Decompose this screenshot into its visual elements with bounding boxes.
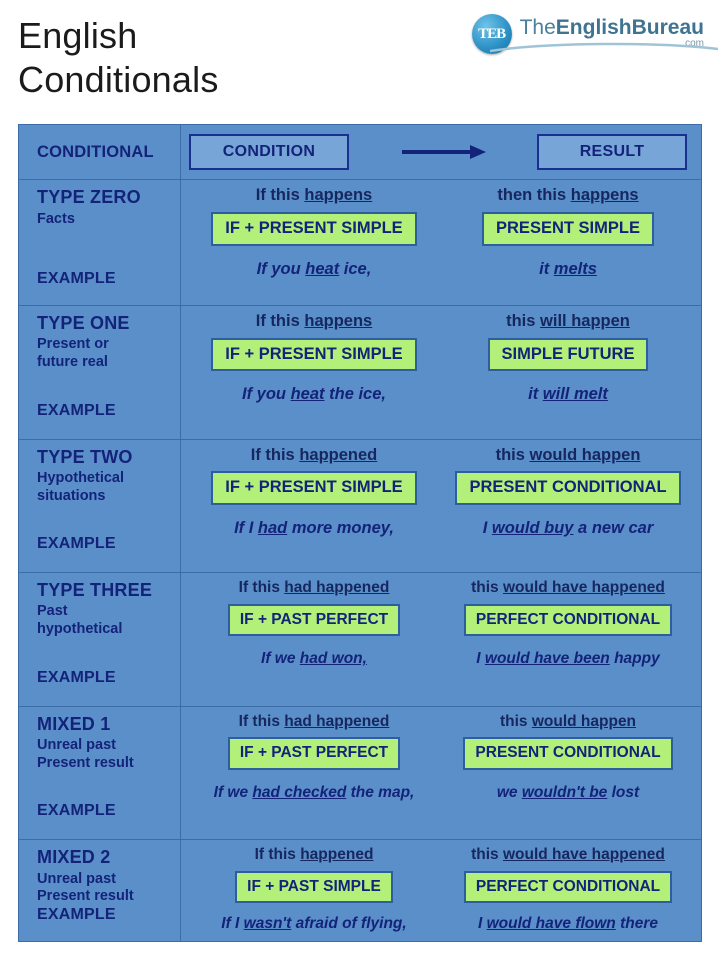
- row-type-desc-line1: Unreal past: [37, 870, 116, 887]
- row-example-label: EXAMPLE: [37, 802, 116, 820]
- label-stack: [37, 714, 180, 833]
- row-examples: [187, 915, 695, 933]
- row-type-name: TYPE THREE: [37, 580, 153, 601]
- example-condition-emphasis: had checked: [252, 783, 347, 801]
- row-main-cell: [181, 840, 701, 941]
- result-caption: [445, 713, 691, 732]
- row-type-desc: Facts: [37, 210, 75, 227]
- row-label-cell: [19, 707, 181, 840]
- label-stack: [37, 447, 180, 566]
- brand-bureau: Bureau: [631, 15, 704, 39]
- example-result-text1: I: [476, 650, 485, 668]
- example-condition: [187, 650, 441, 668]
- row-type-block: [37, 714, 180, 773]
- row-examples: [187, 260, 695, 279]
- row-cells: [187, 186, 695, 245]
- col-header-result: RESULT: [537, 134, 687, 170]
- example-condition-text2: more money,: [287, 518, 394, 537]
- example-result-emphasis: wouldn't be: [521, 783, 608, 801]
- row-type-block: [37, 447, 180, 506]
- example-result-emphasis: would have been: [484, 650, 610, 668]
- row-type-desc-line1: Unreal past: [37, 737, 116, 754]
- row-type-name: TYPE TWO: [37, 446, 133, 467]
- example-result: [441, 519, 695, 538]
- header-main-cell: [181, 125, 701, 179]
- row-type-name: MIXED 1: [37, 713, 111, 734]
- condition-caption-emphasis: had happened: [284, 712, 390, 730]
- condition-caption: [191, 713, 437, 732]
- row-examples: [187, 385, 695, 404]
- brand-name: [520, 16, 704, 40]
- example-condition: [187, 784, 441, 802]
- example-result-emphasis: would have flown: [486, 915, 616, 933]
- result-caption-text: this: [471, 846, 503, 864]
- row-type-name: TYPE ONE: [37, 313, 130, 334]
- result-cell: [441, 186, 695, 245]
- header: [0, 0, 720, 124]
- condition-caption-text: If this: [238, 712, 285, 730]
- brand-english: English: [555, 15, 632, 39]
- row-type-desc-line2: Present result: [37, 754, 134, 771]
- brand-swoosh-icon: [490, 37, 720, 54]
- row-type-desc-line2: Present result: [37, 888, 134, 905]
- condition-cell: [187, 312, 441, 371]
- condition-cell: [187, 579, 441, 636]
- table-row: [19, 707, 701, 841]
- example-condition: [187, 915, 441, 933]
- condition-caption-emphasis: had happened: [284, 579, 390, 597]
- row-type-desc: [37, 603, 180, 638]
- row-main-cell: [181, 180, 701, 305]
- table-row: [19, 306, 701, 440]
- label-stack: [37, 313, 180, 432]
- condition-formula-box: IF + PRESENT SIMPLE: [211, 471, 416, 504]
- row-type-desc-line2: hypothetical: [37, 621, 123, 638]
- condition-caption-text: If this: [254, 846, 301, 864]
- condition-cell: [187, 713, 441, 770]
- row-cells: [187, 446, 695, 505]
- example-condition-text1: If we: [261, 650, 300, 668]
- example-result: [441, 385, 695, 404]
- col-header-conditional: CONDITIONAL: [37, 142, 154, 161]
- condition-cell: [187, 446, 441, 505]
- row-type-desc: [37, 737, 180, 772]
- condition-cell: [187, 186, 441, 245]
- header-label-cell: [19, 125, 181, 179]
- condition-formula-box: IF + PAST PERFECT: [228, 737, 400, 769]
- example-result-emphasis: will melt: [542, 385, 608, 404]
- row-example-label: EXAMPLE: [37, 270, 116, 288]
- table-row: [19, 440, 701, 574]
- condition-caption-text: If this: [250, 445, 300, 464]
- result-caption-emphasis: happens: [570, 186, 639, 205]
- example-condition-emphasis: had won,: [299, 650, 367, 668]
- row-example-label: EXAMPLE: [37, 401, 116, 419]
- result-caption-text: this: [506, 312, 541, 331]
- result-caption-text: this: [471, 579, 503, 597]
- condition-caption: [191, 312, 437, 332]
- result-caption-text: this: [499, 712, 532, 730]
- example-condition-emphasis: heat: [290, 385, 325, 404]
- row-example-label: EXAMPLE: [37, 906, 116, 923]
- condition-formula-box: IF + PAST PERFECT: [228, 604, 400, 636]
- page-title-line1: English: [18, 15, 138, 56]
- example-condition-text2: afraid of flying,: [291, 915, 407, 933]
- condition-cell: [187, 846, 441, 903]
- condition-caption: [191, 446, 437, 466]
- condition-caption: [191, 186, 437, 206]
- row-type-block: [37, 313, 180, 372]
- example-condition-text2: the map,: [346, 783, 415, 801]
- row-cells: [187, 846, 695, 903]
- row-type-desc-line2: situations: [37, 487, 106, 504]
- result-caption-text: this: [495, 445, 530, 464]
- table-header-row: [19, 125, 701, 180]
- row-type-block: [37, 580, 180, 639]
- row-type-name: TYPE ZERO: [37, 187, 141, 208]
- result-formula-box: PRESENT CONDITIONAL: [463, 737, 672, 769]
- condition-formula-box: IF + PAST SIMPLE: [235, 871, 393, 903]
- row-type-desc-line2: future real: [37, 353, 108, 370]
- row-main-cell: [181, 573, 701, 706]
- example-result: [441, 915, 695, 933]
- result-caption-emphasis: would happen: [529, 445, 641, 464]
- page-title-line2: Conditionals: [18, 58, 219, 100]
- table-row: [19, 180, 701, 306]
- result-formula-box: PERFECT CONDITIONAL: [464, 604, 672, 636]
- example-condition-text1: If you: [256, 259, 306, 278]
- example-result-emphasis: melts: [553, 259, 597, 278]
- label-stack: [37, 187, 180, 298]
- condition-caption-emphasis: happens: [304, 186, 373, 205]
- result-caption-emphasis: would have happened: [502, 846, 665, 864]
- example-result-text1: it: [528, 385, 543, 404]
- row-type-desc-line1: Past: [37, 603, 68, 620]
- arrow-right-icon: [400, 144, 486, 160]
- example-result-text2: happy: [609, 650, 660, 668]
- row-main-cell: [181, 306, 701, 439]
- row-type-desc: [37, 336, 180, 371]
- example-condition: [187, 519, 441, 538]
- col-header-condition: CONDITION: [189, 134, 349, 170]
- row-type-name: MIXED 2: [37, 847, 111, 868]
- condition-caption-emphasis: happened: [299, 445, 378, 464]
- row-type-block: [37, 847, 180, 906]
- result-formula-box: SIMPLE FUTURE: [488, 338, 649, 371]
- brand-the: The: [519, 15, 556, 39]
- result-cell: [441, 579, 695, 636]
- example-condition: [187, 385, 441, 404]
- row-type-desc-line1: Hypothetical: [37, 469, 125, 486]
- label-stack: [37, 847, 180, 934]
- result-cell: [441, 713, 695, 770]
- example-condition-text2: ice,: [339, 259, 372, 278]
- result-cell: [441, 312, 695, 371]
- example-result-text2: lost: [607, 783, 640, 801]
- example-result-text1: I: [477, 915, 487, 933]
- brand-dotcom: .com: [682, 37, 704, 49]
- label-stack: [37, 580, 180, 699]
- row-examples: [187, 650, 695, 668]
- condition-caption-emphasis: happens: [304, 312, 373, 331]
- condition-caption-text: If this: [255, 312, 305, 331]
- row-examples: [187, 519, 695, 538]
- result-formula-box: PRESENT CONDITIONAL: [455, 471, 680, 504]
- example-result-text2: a new car: [573, 518, 654, 537]
- row-label-cell: [19, 573, 181, 706]
- example-result: [441, 650, 695, 668]
- row-main-cell: [181, 440, 701, 573]
- row-type-desc: [37, 871, 180, 906]
- row-example-label: EXAMPLE: [37, 535, 116, 553]
- result-formula-box: PRESENT SIMPLE: [482, 212, 654, 245]
- result-formula-box: PERFECT CONDITIONAL: [464, 871, 672, 903]
- example-condition-emphasis: heat: [305, 259, 340, 278]
- example-result: [441, 260, 695, 279]
- example-result: [441, 784, 695, 802]
- example-result-text1: it: [539, 259, 554, 278]
- row-main-cell: [181, 707, 701, 840]
- result-caption: [445, 186, 691, 206]
- result-caption: [445, 446, 691, 466]
- condition-caption-text: If this: [255, 186, 305, 205]
- condition-caption-emphasis: happened: [300, 846, 374, 864]
- example-result-text1: I: [482, 518, 492, 537]
- row-example-label: EXAMPLE: [37, 668, 116, 686]
- example-result-text1: we: [496, 783, 522, 801]
- example-condition-emphasis: had: [257, 518, 288, 537]
- row-type-block: [37, 187, 180, 228]
- example-condition-text1: If I: [221, 915, 244, 933]
- row-label-cell: [19, 306, 181, 439]
- row-cells: [187, 312, 695, 371]
- example-condition-text2: the ice,: [324, 385, 386, 404]
- condition-caption: [191, 846, 437, 865]
- result-caption: [445, 312, 691, 332]
- table-row: [19, 573, 701, 707]
- example-condition: [187, 260, 441, 279]
- row-type-desc-line1: Present or: [37, 336, 109, 353]
- example-result-text2: there: [615, 915, 658, 933]
- condition-caption-text: If this: [238, 579, 285, 597]
- teb-logo-icon: TEB: [472, 14, 512, 54]
- result-caption-emphasis: would happen: [531, 712, 637, 730]
- row-type-desc: [37, 470, 180, 505]
- result-cell: [441, 846, 695, 903]
- result-caption: [445, 579, 691, 598]
- example-condition-text1: If I: [234, 518, 258, 537]
- table-row: [19, 840, 701, 941]
- condition-formula-box: IF + PRESENT SIMPLE: [211, 338, 416, 371]
- conditionals-table: [18, 124, 702, 942]
- example-condition-text1: If we: [213, 783, 253, 801]
- row-label-cell: [19, 180, 181, 305]
- result-caption-emphasis: will happen: [540, 312, 630, 331]
- result-caption-text: then this: [497, 186, 571, 205]
- row-label-cell: [19, 840, 181, 941]
- row-label-cell: [19, 440, 181, 573]
- condition-caption: [191, 579, 437, 598]
- result-caption: [445, 846, 691, 865]
- result-cell: [441, 446, 695, 505]
- example-condition-emphasis: wasn't: [243, 915, 292, 933]
- row-examples: [187, 784, 695, 802]
- result-caption-emphasis: would have happened: [502, 579, 665, 597]
- row-cells: [187, 579, 695, 636]
- example-result-emphasis: would buy: [491, 518, 574, 537]
- example-condition-text1: If you: [242, 385, 291, 404]
- row-cells: [187, 713, 695, 770]
- condition-formula-box: IF + PRESENT SIMPLE: [211, 212, 416, 245]
